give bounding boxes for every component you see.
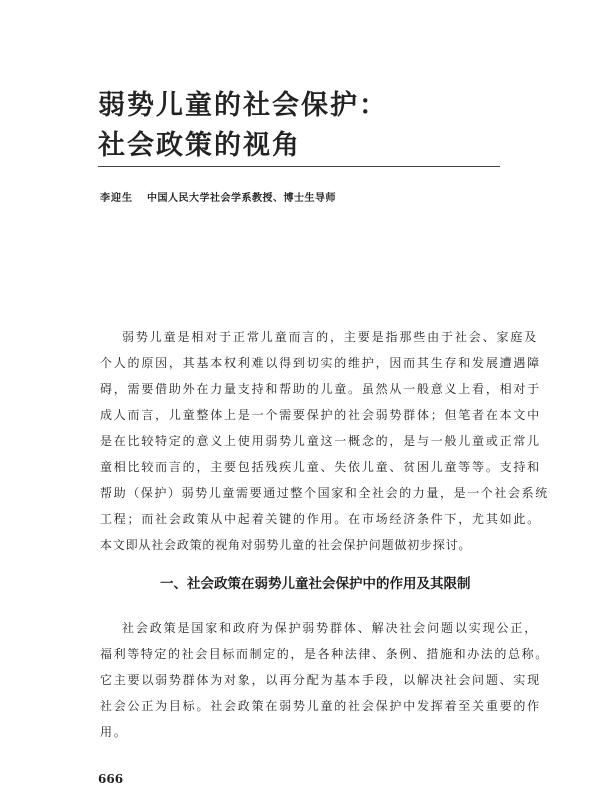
- author-name: 李迎生: [100, 193, 133, 204]
- paragraph-2-line: 用。: [100, 725, 128, 739]
- title-divider: [98, 166, 500, 167]
- paragraph-1-line: 帮助（保护）弱势儿童需要通过整个国家和全社会的力量，是一个社会系统: [100, 486, 549, 500]
- section-heading: 一、社会政策在弱势儿童社会保护中的作用及其限制: [160, 576, 471, 592]
- paragraph-1-line: 个人的原因，其基本权利难以得到切实的维护，因而其生存和发展遭遇障: [100, 356, 541, 370]
- article-title-line-2: 社会政策的视角: [98, 130, 301, 161]
- author-affiliation: 中国人民大学社会学系教授、博士生导师: [147, 193, 336, 204]
- paragraph-1-line: 碍，需要借助外在力量支持和帮助的儿童。虽然从一般意义上看，相对于: [100, 382, 541, 396]
- paragraph-1-line: 是在比较特定的意义上使用弱势儿童这一概念的，是与一般儿童或正常儿: [100, 434, 541, 448]
- paragraph-1-line: 工程；而社会政策从中起着关键的作用。在市场经济条件下，尤其如此。: [100, 512, 541, 526]
- paragraph-1-line: 童相比较而言的，主要包括残疾儿童、失依儿童、贫困儿童等等。支持和: [100, 460, 541, 474]
- author-byline: [100, 194, 336, 204]
- paragraph-1-line: 成人而言，儿童整体上是一个需要保护的社会弱势群体；但笔者在本文中: [100, 408, 541, 422]
- paragraph-2-line: 社会政策是国家和政府为保护弱势群体、解决社会问题以实现公正，: [122, 621, 539, 635]
- page-number: 666: [98, 772, 124, 786]
- paragraph-1-line: 弱势儿童是相对于正常儿童而言的，主要是指那些由于社会、家庭及: [122, 330, 539, 344]
- paragraph-2-line: 社会公正为目标。社会政策在弱势儿童的社会保护中发挥着至关重要的作: [100, 699, 541, 713]
- paragraph-2-line: 福利等特定的社会目标而制定的，是各种法律、条例、措施和办法的总称。: [100, 647, 549, 661]
- paragraph-1-line: 本文即从社会政策的视角对弱势儿童的社会保护问题做初步探讨。: [100, 538, 472, 552]
- article-title-line-1: 弱势儿童的社会保护：: [98, 90, 388, 121]
- paragraph-2-line: 它主要以弱势群体为对象，以再分配为基本手段，以解决社会问题、实现: [100, 673, 541, 687]
